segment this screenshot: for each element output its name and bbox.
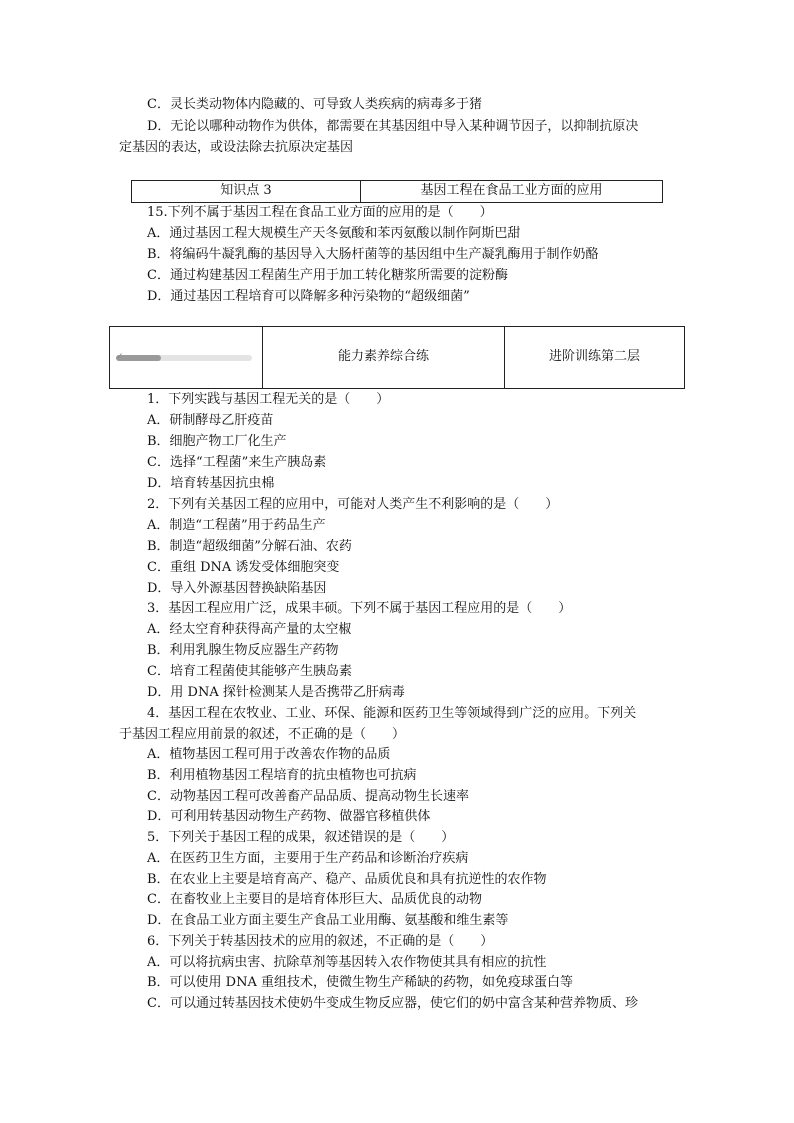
section-title: 能力素养综合练 [263, 327, 505, 389]
q1-option-b: B．细胞产物工厂化生产 [147, 434, 287, 449]
q2-option-c: C．重组 DNA 诱发受体细胞突变 [147, 560, 340, 575]
progress-bar [116, 351, 252, 362]
q2-option-a: A．制造“工程菌”用于药品生产 [147, 518, 326, 533]
q15-option-d: D．通过基因工程培育可以降解多种污染物的“超级细菌” [147, 289, 470, 304]
q5-stem: 5．下列关于基因工程的成果，叙述错误的是（ ） [147, 830, 455, 845]
q6-stem: 6．下列关于转基因技术的应用的叙述，不正确的是（ ） [147, 934, 494, 949]
section-progress-cell [110, 327, 263, 389]
top-option-d-cont: 定基因的表达，或设法除去抗原决定基因 [119, 140, 354, 155]
q3-option-b: B．利用乳腺生物反应器生产药物 [147, 643, 339, 658]
top-option-d: D．无论以哪种动物作为供体，都需要在其基因组中导入某种调节因子，以抑制抗原决 [147, 119, 639, 134]
q4-option-c: C．动物基因工程可改善畜产品品质、提高动物生长速率 [147, 789, 469, 804]
q5-option-a: A．在医药卫生方面，主要用于生产药品和诊断治疗疾病 [147, 851, 469, 866]
q3-option-a: A．经太空育种获得高产量的太空椒 [147, 622, 352, 637]
q3-option-d: D．用 DNA 探针检测某人是否携带乙肝病毒 [147, 685, 405, 700]
q4-option-b: B．利用植物基因工程培育的抗虫植物也可抗病 [147, 768, 417, 783]
q6-option-a: A．可以将抗病虫害、抗除草剂等基因转入农作物使其具有相应的抗性 [147, 955, 547, 970]
q1-option-c: C．选择“工程菌”来生产胰岛素 [147, 455, 327, 470]
q2-stem: 2．下列有关基因工程的应用中，可能对人类产生不利影响的是（ ） [147, 497, 559, 512]
q4-option-a: A．植物基因工程可用于改善农作物的品质 [147, 747, 391, 762]
q15-option-c: C．通过构建基因工程菌生产用于加工转化糖浆所需要的淀粉酶 [147, 268, 508, 283]
q1-option-d: D．培育转基因抗虫棉 [147, 476, 275, 491]
q1-stem: 1．下列实践与基因工程无关的是（ ） [147, 392, 390, 407]
q15-option-a: A．通过基因工程大规模生产天冬氨酸和苯丙氨酸以制作阿斯巴甜 [147, 226, 521, 241]
q15-option-b: B．将编码牛凝乳酶的基因导入大肠杆菌等的基因组中生产凝乳酶用于制作奶酪 [147, 247, 599, 262]
q3-stem: 3．基因工程应用广泛，成果丰硕。下列不属于基因工程应用的是（ ） [147, 601, 572, 616]
q5-option-b: B．在农业上主要是培育高产、稳产、品质优良和具有抗逆性的农作物 [147, 872, 547, 887]
q6-option-c: C．可以通过转基因技术使奶牛变成生物反应器，使它们的奶中富含某种营养物质、珍 [147, 996, 638, 1011]
top-option-c: C．灵长类动物体内隐藏的、可导致人类疾病的病毒多于猪 [147, 97, 482, 112]
q4-option-d: D．可利用转基因动物生产药物、做器官移植供体 [147, 809, 431, 824]
section-header-table [109, 326, 685, 389]
q6-option-b: B．可以使用 DNA 重组技术，使微生物生产稀缺的药物，如免疫球蛋白等 [147, 975, 574, 990]
q2-option-b: B．制造“超级细菌”分解石油、农药 [147, 539, 352, 554]
knowledge-point-title: 基因工程在食品工业方面的应用 [361, 181, 663, 203]
q15-stem: 15.下列不属于基因工程在食品工业方面的应用的是（ ） [147, 205, 493, 220]
q5-option-d: D．在食品工业方面主要生产食品工业用酶、氨基酸和维生素等 [147, 913, 509, 928]
section-level: 进阶训练第二层 [505, 327, 685, 389]
knowledge-point-label: 知识点 3 [132, 181, 361, 203]
q4-stem-cont: 于基因工程应用前景的叙述，不正确的是（ ） [119, 727, 406, 742]
q3-option-c: C．培育工程菌使其能够产生胰岛素 [147, 664, 352, 679]
knowledge-point-table [131, 180, 663, 203]
q5-option-c: C．在畜牧业上主要目的是培育体形巨大、品质优良的动物 [147, 892, 482, 907]
check-icon: ✓ [116, 351, 124, 362]
q1-option-a: A．研制酵母乙肝疫苗 [147, 413, 274, 428]
q4-stem: 4．基因工程在农牧业、工业、环保、能源和医药卫生等领域得到广泛的应用。下列关 [147, 706, 637, 721]
q2-option-d: D．导入外源基因替换缺陷基因 [147, 581, 327, 596]
